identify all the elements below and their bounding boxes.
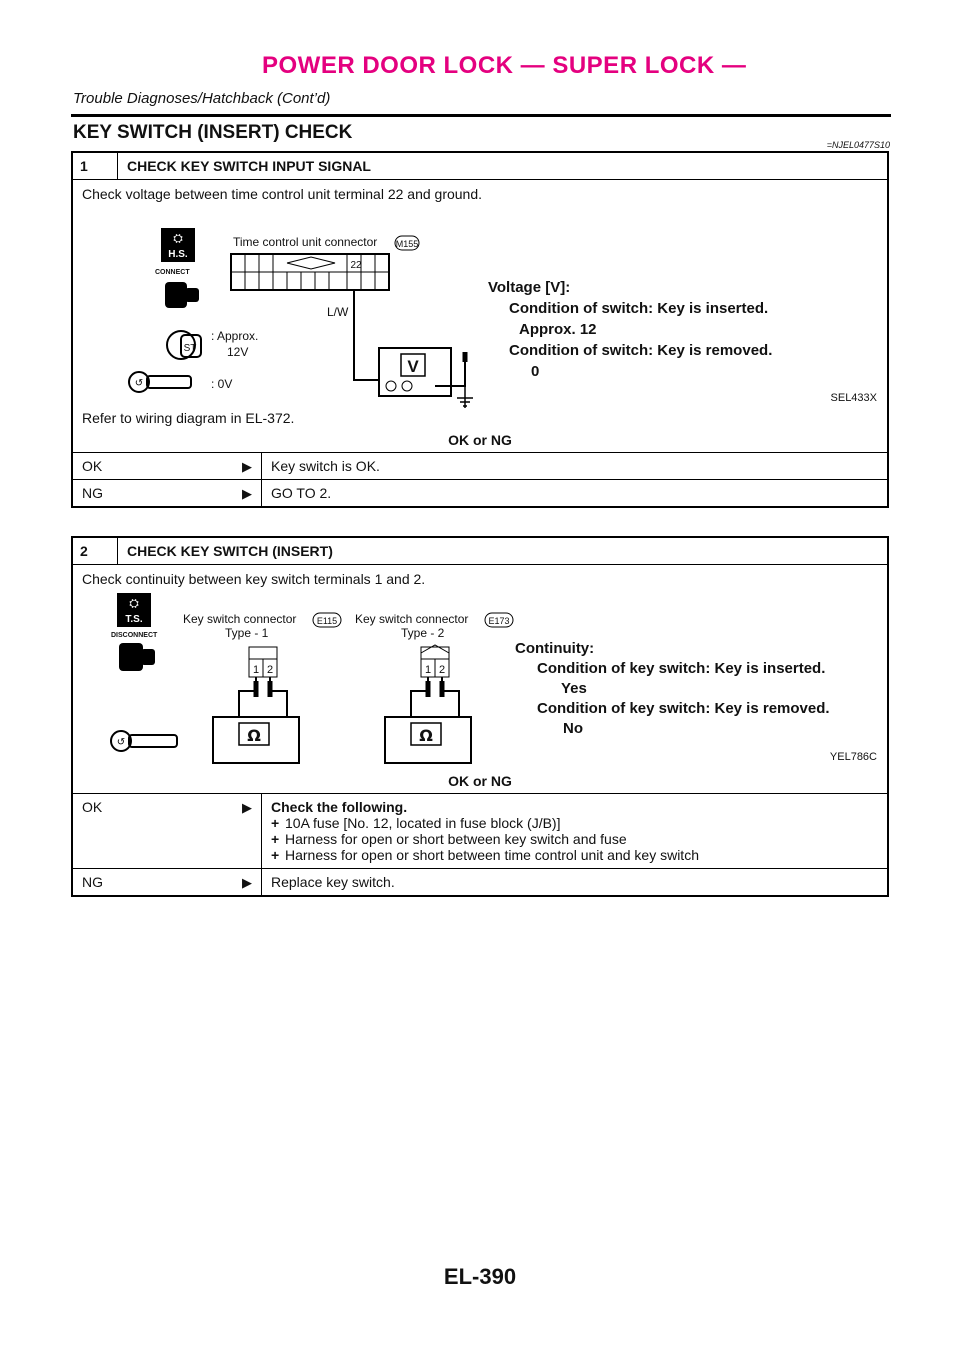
approx-value: 12V <box>227 345 249 359</box>
step-2-header <box>73 538 887 565</box>
result-key: NG <box>82 485 103 501</box>
ts-icon-label: T.S. <box>125 614 143 625</box>
disconnect-icon <box>119 643 155 671</box>
spec-line-2: Condition of switch: Key is inserted. <box>509 300 769 317</box>
bullet-icon: + <box>271 815 280 831</box>
connector-1-id: E115 <box>316 616 338 626</box>
ohmmeter-2 <box>385 717 471 763</box>
check-item-text: Harness for open or short between time control unit and key switch <box>285 847 699 863</box>
conn1-pin1: 1 <box>252 664 260 676</box>
check-item <box>271 815 887 831</box>
svg-text:⛭: ⛭ <box>173 231 183 245</box>
step-2-box <box>71 536 889 897</box>
result-value: GO TO 2. <box>261 480 887 506</box>
connector-label: Time control unit connector <box>233 235 378 249</box>
key-icon <box>111 731 177 751</box>
spec-line-4: Condition of switch: Key is removed. <box>509 342 773 359</box>
svg-text:↺: ↺ <box>116 737 126 748</box>
step-1-figure <box>73 202 887 410</box>
step-1-instruction: Check voltage between time control unit terminal 22 and ground. <box>82 186 483 202</box>
result-row-ng <box>73 479 887 506</box>
connector-1-label: Key switch connector <box>183 612 297 626</box>
result-row-ok <box>73 793 887 868</box>
step-1-number: 1 <box>73 153 118 179</box>
ok-or-ng-label: OK or NG <box>448 432 512 448</box>
check-item-text: 10A fuse [No. 12, located in fuse block (J/B)] <box>285 815 561 831</box>
connector-2-type: Type - 2 <box>401 626 445 640</box>
conn1-pin2: 2 <box>266 664 274 676</box>
key-st-icon <box>167 331 201 359</box>
wiring-reference: Refer to wiring diagram in EL-372. <box>82 410 295 426</box>
connector-2-id: E173 <box>488 616 510 626</box>
spec-line-4: Condition of key switch: Key is removed. <box>537 700 830 717</box>
step-2-number: 2 <box>73 538 118 564</box>
check-heading: Check the following. <box>271 799 408 815</box>
ohmmeter-2-label: Ω <box>419 726 433 745</box>
result-key: OK <box>82 799 103 815</box>
step-1-name: CHECK KEY SWITCH INPUT SIGNAL <box>127 158 371 174</box>
step-2-figure <box>73 587 887 767</box>
result-value <box>261 794 887 868</box>
conn2-pin2: 2 <box>438 664 446 676</box>
spec-line-5: 0 <box>531 363 540 380</box>
terminal-number: 22 <box>350 260 362 271</box>
result-key: OK <box>82 458 103 474</box>
figure-code: SEL433X <box>830 392 877 404</box>
ohmmeter-1 <box>213 717 299 763</box>
hs-icon <box>161 228 195 262</box>
spec-line-2: Condition of key switch: Key is inserted. <box>537 660 826 677</box>
header-rule <box>71 114 891 117</box>
check-item-text: Harness for open or short between key switch and fuse <box>285 831 627 847</box>
svg-text:⛭: ⛭ <box>129 596 139 610</box>
arrow-icon: ▶ <box>242 486 252 501</box>
result-key: NG <box>82 874 103 890</box>
step-1-box <box>71 151 889 508</box>
check-item <box>271 847 887 863</box>
step-2-instruction: Check continuity between key switch terminals 1 and 2. <box>82 571 426 587</box>
key-removed-icon <box>129 372 191 392</box>
connector-2-label: Key switch connector <box>355 612 469 626</box>
step-1-header <box>73 153 887 180</box>
result-value: Key switch is OK. <box>261 453 887 479</box>
voltage-check-diagram <box>73 202 887 410</box>
page-header-subtitle: Trouble Diagnoses/Hatchback (Cont’d) <box>73 90 331 107</box>
zero-volt-label: : 0V <box>211 377 233 391</box>
connector-body <box>231 254 389 290</box>
spec-line-3: Approx. 12 <box>519 321 597 338</box>
spec-line-5: No <box>563 720 583 737</box>
approx-label: : Approx. <box>211 329 259 343</box>
page-header-title: POWER DOOR LOCK — SUPER LOCK — <box>262 52 747 79</box>
spec-line-1: Voltage [V]: <box>488 279 571 296</box>
arrow-icon: ▶ <box>242 800 252 815</box>
disconnect-label: DISCONNECT <box>111 632 158 639</box>
spec-line-1: Continuity: <box>515 640 595 657</box>
connect-label: CONNECT <box>155 269 190 276</box>
wire-color: L/W <box>327 305 349 319</box>
result-value: Replace key switch. <box>261 869 887 895</box>
hs-icon-label: H.S. <box>168 249 188 260</box>
figure-code: YEL786C <box>829 751 877 763</box>
check-item <box>271 831 887 847</box>
voltmeter <box>379 348 451 396</box>
spec-line-3: Yes <box>561 680 587 697</box>
arrow-icon: ▶ <box>242 459 252 474</box>
svg-text:↺: ↺ <box>134 378 144 389</box>
conn2-pin1: 1 <box>424 664 432 676</box>
ohmmeter-1-label: Ω <box>247 726 261 745</box>
bullet-icon: + <box>271 847 280 863</box>
page-number: EL-390 <box>443 1264 517 1289</box>
step-2-name: CHECK KEY SWITCH (INSERT) <box>127 543 333 559</box>
result-row-ng <box>73 868 887 895</box>
connector-id: M155 <box>395 239 419 249</box>
ok-or-ng-label: OK or NG <box>448 773 512 789</box>
result-row-ok <box>73 452 887 479</box>
bullet-icon: + <box>271 831 280 847</box>
key-st-label: ST <box>183 343 197 354</box>
section-title: KEY SWITCH (INSERT) CHECK <box>73 122 353 143</box>
connector-1-type: Type - 1 <box>225 626 269 640</box>
voltmeter-label: V <box>407 357 419 376</box>
ts-icon <box>117 593 151 627</box>
section-code: =NJEL0477S10 <box>826 140 890 150</box>
connect-icon <box>165 282 199 308</box>
continuity-check-diagram <box>73 587 887 767</box>
arrow-icon: ▶ <box>242 875 252 890</box>
